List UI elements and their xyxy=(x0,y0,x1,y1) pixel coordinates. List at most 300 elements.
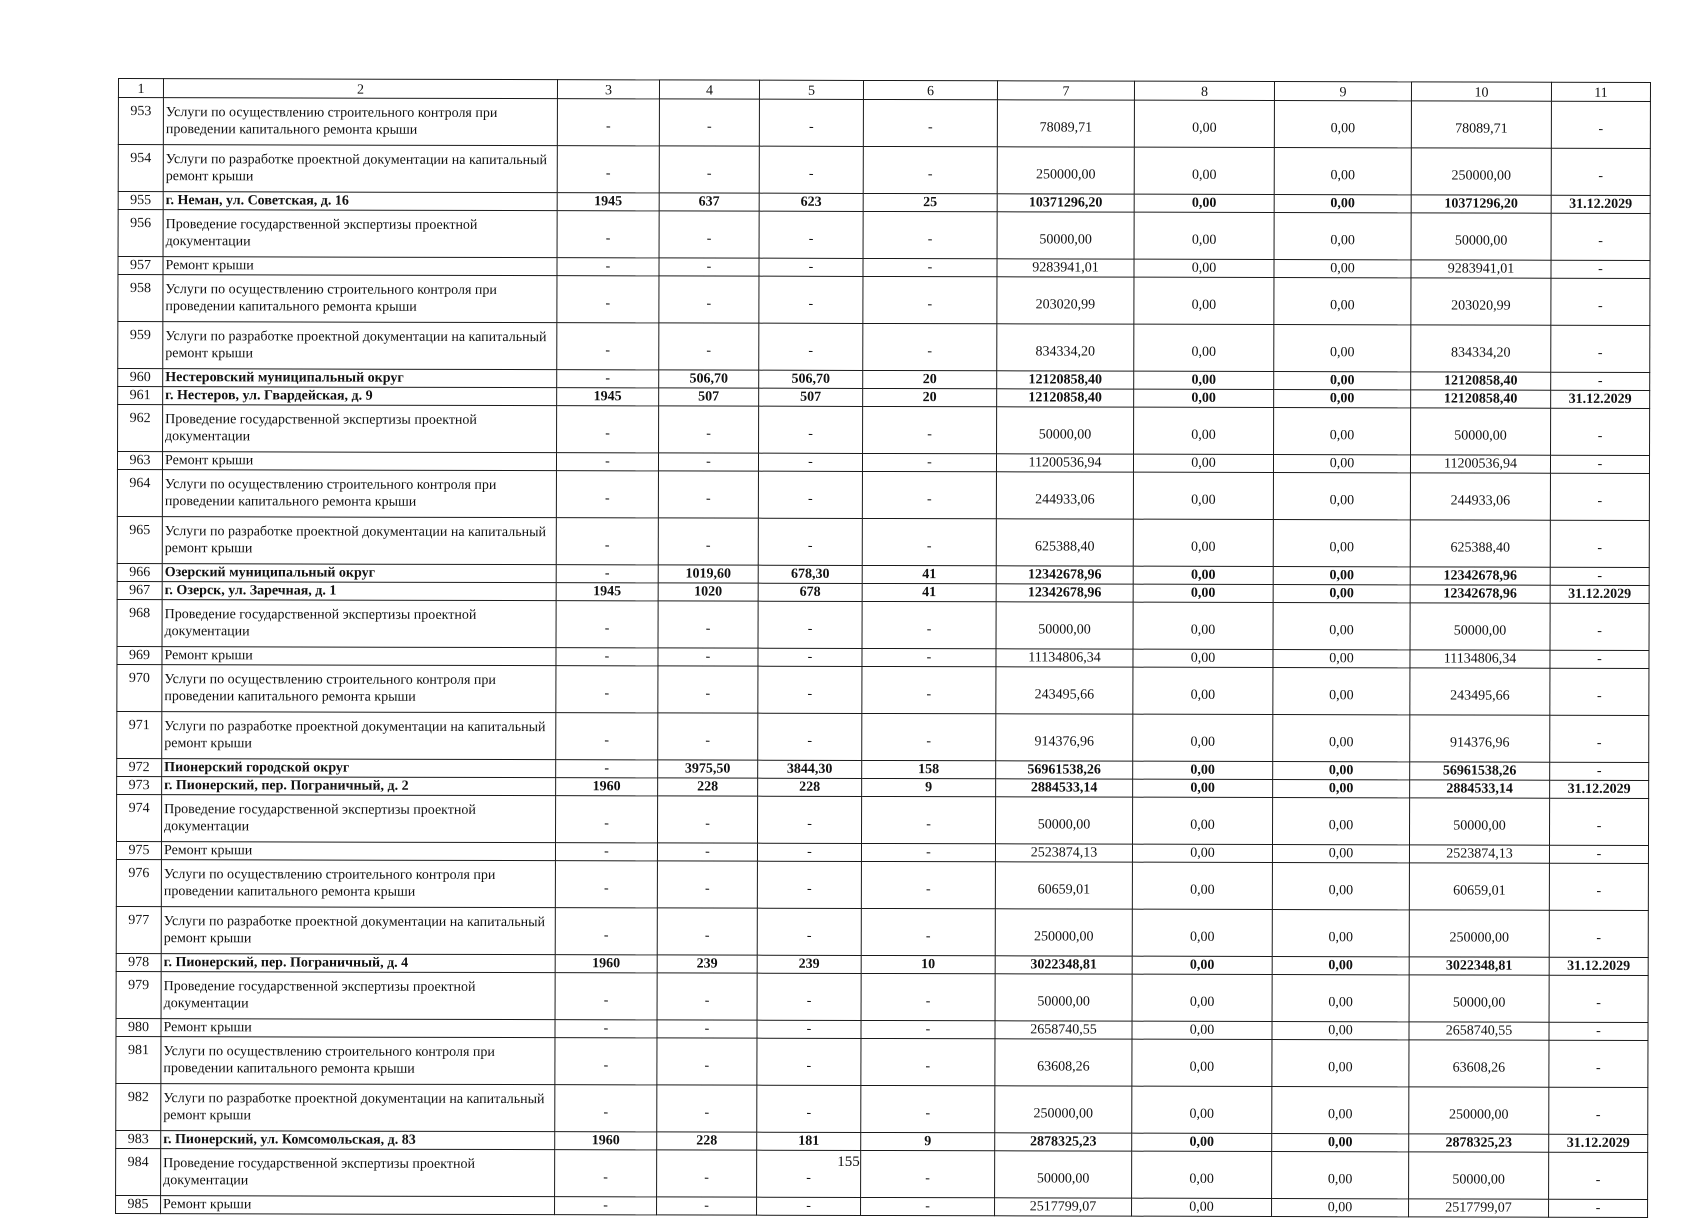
deadline-cell: - xyxy=(1551,213,1650,260)
cost-column-9-cell: 0,00 xyxy=(1272,1134,1409,1152)
cost-total-cell: 2523874,13 xyxy=(995,844,1132,862)
deadline-cell: - xyxy=(1550,715,1649,762)
row-description: Проведение государственной экспертизы проектной документации xyxy=(163,405,557,453)
year-cell: - xyxy=(556,666,658,713)
row-number: 962 xyxy=(118,405,163,452)
cost-column-10-cell: 244933,06 xyxy=(1410,473,1550,520)
cost-total-cell: 50000,00 xyxy=(997,212,1134,259)
row-number: 965 xyxy=(117,516,162,563)
area-living-cell: - xyxy=(758,713,862,760)
area-living-cell: - xyxy=(757,1020,861,1038)
row-description: Услуги по разработке проектной документации на капитальный ремонт крыши xyxy=(163,322,557,370)
cost-total-cell: 50000,00 xyxy=(995,1151,1132,1198)
year-cell: 1960 xyxy=(556,778,658,796)
cost-column-8-cell: 0,00 xyxy=(1133,714,1273,761)
deadline-cell: - xyxy=(1551,260,1650,278)
area-living-cell: - xyxy=(759,406,863,453)
table-row xyxy=(117,794,1649,845)
area-total-cell: - xyxy=(657,973,757,1020)
cost-column-9-cell: 0,00 xyxy=(1272,845,1409,863)
residents-cell: 9 xyxy=(861,1132,995,1150)
area-living-cell: - xyxy=(757,1150,861,1197)
year-cell: - xyxy=(556,565,658,583)
residents-cell: - xyxy=(863,276,997,323)
residents-cell: - xyxy=(862,453,996,471)
cost-column-10-cell: 914376,96 xyxy=(1410,715,1550,762)
row-number: 964 xyxy=(117,469,162,516)
residents-cell: - xyxy=(861,973,995,1020)
year-cell: - xyxy=(555,1197,657,1215)
deadline-cell: - xyxy=(1549,910,1648,957)
cost-column-8-cell: 0,00 xyxy=(1132,844,1272,862)
residents-cell: - xyxy=(862,601,996,648)
row-number: 971 xyxy=(117,711,162,758)
year-cell: - xyxy=(555,843,657,861)
row-number: 957 xyxy=(118,257,163,275)
residents-cell: 9 xyxy=(862,778,996,796)
row-description: Услуги по разработке проектной документации на капитальный ремонт крыши xyxy=(162,517,556,565)
cost-column-8-cell: 0,00 xyxy=(1133,584,1273,602)
cost-column-10-cell: 9283941,01 xyxy=(1411,260,1551,278)
row-description: Ремонт крыши xyxy=(162,452,556,471)
cost-column-10-cell: 11200536,94 xyxy=(1410,455,1550,473)
cost-total-cell: 625388,40 xyxy=(996,519,1133,566)
row-number: 967 xyxy=(117,581,162,599)
cost-total-cell: 9283941,01 xyxy=(997,259,1134,277)
deadline-cell: - xyxy=(1549,1022,1648,1040)
area-total-cell: 506,70 xyxy=(659,370,759,388)
deadline-cell: - xyxy=(1549,1087,1648,1134)
cost-total-cell: 250000,00 xyxy=(997,147,1134,194)
deadline-cell: - xyxy=(1550,603,1649,650)
area-total-cell: - xyxy=(659,99,759,146)
area-total-cell: - xyxy=(657,1150,757,1197)
cost-column-10-cell: 10371296,20 xyxy=(1411,195,1551,213)
area-total-cell: - xyxy=(658,648,758,666)
row-number: 961 xyxy=(118,387,163,405)
deadline-cell: - xyxy=(1549,1040,1648,1087)
year-cell: - xyxy=(555,973,657,1020)
row-number: 980 xyxy=(116,1018,161,1036)
residents-cell: 41 xyxy=(862,583,996,601)
row-number: 984 xyxy=(116,1148,161,1195)
area-living-cell: - xyxy=(757,843,861,861)
deadline-cell: 31.12.2029 xyxy=(1549,957,1648,975)
cost-column-10-cell: 11134806,34 xyxy=(1410,650,1550,668)
row-description: Проведение государственной экспертизы проектной документации xyxy=(162,795,556,843)
cost-total-cell: 78089,71 xyxy=(997,100,1134,147)
area-living-cell: - xyxy=(759,99,863,146)
area-living-cell: - xyxy=(758,648,862,666)
cost-column-9-cell: 0,00 xyxy=(1273,668,1410,715)
cost-column-8-cell: 0,00 xyxy=(1134,277,1274,324)
column-number-header: 2 xyxy=(163,79,557,99)
area-living-cell: 3844,30 xyxy=(758,760,862,778)
row-description: Ремонт крыши xyxy=(161,842,555,861)
cost-total-cell: 203020,99 xyxy=(997,277,1134,324)
area-total-cell: - xyxy=(659,258,759,276)
row-number: 974 xyxy=(117,794,162,841)
table-row xyxy=(116,971,1648,1022)
row-description: Услуги по осуществлению строительного контроля при проведении капитального ремонта крыши xyxy=(162,665,556,713)
cost-column-9-cell: 0,00 xyxy=(1274,148,1411,195)
residents-cell: - xyxy=(861,861,995,908)
cost-column-8-cell: 0,00 xyxy=(1133,761,1273,779)
column-number-header: 1 xyxy=(118,79,163,98)
year-cell: - xyxy=(555,861,657,908)
cost-total-cell: 63608,26 xyxy=(995,1039,1132,1086)
year-cell: 1945 xyxy=(556,583,658,601)
cost-column-8-cell: 0,00 xyxy=(1133,667,1273,714)
deadline-cell: - xyxy=(1551,372,1650,390)
cost-total-cell: 914376,96 xyxy=(996,714,1133,761)
cost-total-cell: 12342678,96 xyxy=(996,584,1133,602)
residents-cell: - xyxy=(862,471,996,518)
year-cell: - xyxy=(555,796,657,843)
area-total-cell: 507 xyxy=(659,388,759,406)
cost-column-8-cell: 0,00 xyxy=(1132,956,1272,974)
area-total-cell: 637 xyxy=(659,193,759,211)
row-description: Услуги по осуществлению строительного контроля при проведении капитального ремонта крыши xyxy=(162,470,556,518)
area-total-cell: - xyxy=(658,453,758,471)
row-description: Услуги по осуществлению строительного контроля при проведении капитального ремонта крыши xyxy=(163,98,557,146)
cost-column-8-cell: 0,00 xyxy=(1132,1133,1272,1151)
cost-total-cell: 3022348,81 xyxy=(995,956,1132,974)
table-row xyxy=(117,664,1649,715)
row-description: Услуги по разработке проектной документации на капитальный ремонт крыши xyxy=(162,712,556,760)
year-cell: - xyxy=(556,601,658,648)
cost-column-8-cell: 0,00 xyxy=(1134,407,1274,454)
area-total-cell: 239 xyxy=(657,955,757,973)
table-row xyxy=(118,322,1650,373)
cost-column-8-cell: 0,00 xyxy=(1133,602,1273,649)
column-number-header: 7 xyxy=(997,81,1134,100)
deadline-cell: 31.12.2029 xyxy=(1550,585,1649,603)
area-total-cell: - xyxy=(659,323,759,370)
area-total-cell: - xyxy=(658,601,758,648)
column-number-header: 10 xyxy=(1411,82,1551,101)
residents-cell: - xyxy=(863,99,997,146)
deadline-cell: - xyxy=(1550,668,1649,715)
cost-column-8-cell: 0,00 xyxy=(1133,566,1273,584)
row-number: 970 xyxy=(117,664,162,711)
area-living-cell: - xyxy=(759,146,863,193)
cost-column-8-cell: 0,00 xyxy=(1133,779,1273,797)
row-description: г. Пионерский, пер. Пограничный, д. 2 xyxy=(162,777,556,796)
cost-column-9-cell: 0,00 xyxy=(1274,325,1411,372)
row-description: Услуги по осуществлению строительного контроля при проведении капитального ремонта крыши xyxy=(161,1037,555,1085)
cost-column-10-cell: 50000,00 xyxy=(1409,975,1549,1022)
cost-total-cell: 244933,06 xyxy=(996,472,1133,519)
area-living-cell: 507 xyxy=(759,388,863,406)
cost-column-10-cell: 834334,20 xyxy=(1411,325,1551,372)
cost-total-cell: 2517799,07 xyxy=(995,1198,1132,1216)
cost-total-cell: 834334,20 xyxy=(997,324,1134,371)
row-number: 985 xyxy=(116,1195,161,1213)
row-number: 977 xyxy=(116,906,161,953)
row-number: 981 xyxy=(116,1036,161,1083)
residents-cell: - xyxy=(861,1197,995,1215)
deadline-cell: 31.12.2029 xyxy=(1551,195,1650,213)
table-row xyxy=(117,516,1649,567)
deadline-cell: - xyxy=(1551,148,1650,195)
cost-column-10-cell: 12120858,40 xyxy=(1411,372,1551,390)
row-number: 972 xyxy=(117,758,162,776)
row-number: 954 xyxy=(118,145,163,192)
table-row xyxy=(116,1195,1648,1217)
deadline-cell: - xyxy=(1549,863,1648,910)
area-living-cell: - xyxy=(758,471,862,518)
area-living-cell: - xyxy=(758,453,862,471)
cost-column-8-cell: 0,00 xyxy=(1134,212,1274,259)
row-number: 958 xyxy=(118,275,163,322)
cost-total-cell: 12120858,40 xyxy=(997,371,1134,389)
year-cell: - xyxy=(556,453,658,471)
row-description: Ремонт крыши xyxy=(162,647,556,666)
residents-cell: - xyxy=(863,211,997,258)
cost-column-10-cell: 2658740,55 xyxy=(1409,1022,1549,1040)
year-cell: 1960 xyxy=(555,955,657,973)
row-number: 963 xyxy=(117,452,162,470)
table-row xyxy=(116,859,1648,910)
cost-column-10-cell: 3022348,81 xyxy=(1409,957,1549,975)
area-living-cell: - xyxy=(759,323,863,370)
residents-cell: 10 xyxy=(861,955,995,973)
cost-column-9-cell: 0,00 xyxy=(1273,567,1410,585)
row-description: Услуги по разработке проектной документации на капитальный ремонт крыши xyxy=(161,907,555,955)
deadline-cell: - xyxy=(1550,473,1649,520)
deadline-cell: - xyxy=(1549,1199,1648,1217)
row-number: 973 xyxy=(117,776,162,794)
residents-cell: - xyxy=(861,796,995,843)
cost-column-10-cell: 12342678,96 xyxy=(1410,567,1550,585)
residents-cell: - xyxy=(861,908,995,955)
area-living-cell: - xyxy=(758,518,862,565)
cost-column-8-cell: 0,00 xyxy=(1132,974,1272,1021)
cost-column-10-cell: 250000,00 xyxy=(1409,1087,1549,1134)
cost-total-cell: 2878325,23 xyxy=(995,1133,1132,1151)
area-living-cell: - xyxy=(759,211,863,258)
cost-total-cell: 10371296,20 xyxy=(997,194,1134,212)
cost-column-10-cell: 250000,00 xyxy=(1409,910,1549,957)
cost-column-10-cell: 250000,00 xyxy=(1411,148,1551,195)
residents-cell: 158 xyxy=(862,760,996,778)
cost-total-cell: 50000,00 xyxy=(995,974,1132,1021)
area-living-cell: - xyxy=(758,601,862,648)
area-living-cell: - xyxy=(757,861,861,908)
area-total-cell: - xyxy=(659,406,759,453)
area-total-cell: - xyxy=(658,518,758,565)
column-number-header: 8 xyxy=(1134,81,1274,100)
year-cell: - xyxy=(557,323,659,370)
row-number: 966 xyxy=(117,563,162,581)
year-cell: - xyxy=(556,648,658,666)
cost-column-9-cell: 0,00 xyxy=(1273,780,1410,798)
column-number-header: 4 xyxy=(659,80,759,99)
cost-column-10-cell: 203020,99 xyxy=(1411,278,1551,325)
deadline-cell: - xyxy=(1551,101,1650,148)
cost-column-8-cell: 0,00 xyxy=(1134,147,1274,194)
year-cell: - xyxy=(556,518,658,565)
row-description: г. Нестеров, ул. Гвардейская, д. 9 xyxy=(163,387,557,406)
area-living-cell: 181 xyxy=(757,1132,861,1150)
deadline-cell: - xyxy=(1550,455,1649,473)
area-total-cell: 1019,60 xyxy=(658,565,758,583)
row-number: 959 xyxy=(118,322,163,369)
area-living-cell: 506,70 xyxy=(759,370,863,388)
cost-column-9-cell: 0,00 xyxy=(1274,260,1411,278)
area-living-cell: - xyxy=(758,666,862,713)
year-cell: - xyxy=(557,370,659,388)
deadline-cell: 31.12.2029 xyxy=(1551,390,1650,408)
year-cell: 1945 xyxy=(557,193,659,211)
cost-column-8-cell: 0,00 xyxy=(1132,797,1272,844)
area-total-cell: 1020 xyxy=(658,583,758,601)
area-total-cell: - xyxy=(657,861,757,908)
row-number: 968 xyxy=(117,599,162,646)
year-cell: - xyxy=(557,276,659,323)
column-number-header: 6 xyxy=(863,80,997,99)
cost-column-8-cell: 0,00 xyxy=(1134,389,1274,407)
cost-column-9-cell: 0,00 xyxy=(1273,762,1410,780)
cost-total-cell: 50000,00 xyxy=(995,797,1132,844)
residents-cell: - xyxy=(863,323,997,370)
table-row xyxy=(116,1083,1648,1134)
cost-column-9-cell: 0,00 xyxy=(1273,455,1410,473)
cost-column-9-cell: 0,00 xyxy=(1273,473,1410,520)
row-description: Проведение государственной экспертизы проектной документации xyxy=(163,210,557,258)
residents-cell: 25 xyxy=(863,193,997,211)
row-number: 960 xyxy=(118,369,163,387)
residents-cell: - xyxy=(861,1085,995,1132)
area-total-cell: - xyxy=(657,796,757,843)
row-number: 955 xyxy=(118,192,163,210)
table-row xyxy=(118,275,1650,326)
cost-total-cell: 250000,00 xyxy=(995,1086,1132,1133)
cost-column-9-cell: 0,00 xyxy=(1272,1087,1409,1134)
cost-total-cell: 11134806,34 xyxy=(996,649,1133,667)
cost-column-9-cell: 0,00 xyxy=(1273,715,1410,762)
area-living-cell: 623 xyxy=(759,193,863,211)
cost-total-cell: 50000,00 xyxy=(997,407,1134,454)
residents-cell: 41 xyxy=(862,565,996,583)
cost-column-9-cell: 0,00 xyxy=(1272,1152,1409,1199)
cost-column-8-cell: 0,00 xyxy=(1132,1198,1272,1216)
deadline-cell: - xyxy=(1549,798,1648,845)
cost-column-8-cell: 0,00 xyxy=(1133,649,1273,667)
table-row xyxy=(117,599,1649,650)
year-cell: - xyxy=(557,146,659,193)
cost-column-8-cell: 0,00 xyxy=(1132,909,1272,956)
table-row xyxy=(117,711,1649,762)
cost-column-10-cell: 12120858,40 xyxy=(1411,390,1551,408)
year-cell: - xyxy=(555,1038,657,1085)
deadline-cell: - xyxy=(1551,325,1650,372)
deadline-cell: - xyxy=(1549,845,1648,863)
row-number: 953 xyxy=(118,98,163,145)
residents-cell: - xyxy=(861,1150,995,1197)
area-total-cell: - xyxy=(657,1085,757,1132)
residents-cell: 20 xyxy=(863,388,997,406)
cost-column-10-cell: 50000,00 xyxy=(1409,798,1549,845)
row-description: г. Пионерский, ул. Комсомольская, д. 83 xyxy=(161,1131,555,1150)
table-row xyxy=(116,906,1648,957)
cost-column-9-cell: 0,00 xyxy=(1274,195,1411,213)
cost-column-10-cell: 50000,00 xyxy=(1409,1152,1549,1199)
cost-column-8-cell: 0,00 xyxy=(1134,100,1274,147)
deadline-cell: - xyxy=(1550,650,1649,668)
year-cell: - xyxy=(555,1020,657,1038)
row-description: Услуги по разработке проектной документации на капитальный ремонт крыши xyxy=(163,145,557,193)
area-living-cell: - xyxy=(757,1038,861,1085)
column-number-header: 11 xyxy=(1551,82,1650,101)
column-number-header: 5 xyxy=(759,80,863,99)
cost-column-9-cell: 0,00 xyxy=(1272,1199,1409,1217)
deadline-cell: 31.12.2029 xyxy=(1550,780,1649,798)
deadline-cell: 31.12.2029 xyxy=(1549,1134,1648,1152)
year-cell: - xyxy=(556,713,658,760)
cost-column-9-cell: 0,00 xyxy=(1273,585,1410,603)
year-cell: - xyxy=(556,760,658,778)
cost-total-cell: 56961538,26 xyxy=(996,761,1133,779)
deadline-cell: - xyxy=(1551,408,1650,455)
residents-cell: - xyxy=(863,258,997,276)
area-living-cell: 239 xyxy=(757,955,861,973)
cost-column-8-cell: 0,00 xyxy=(1132,1039,1272,1086)
table-row xyxy=(117,469,1649,520)
cost-column-8-cell: 0,00 xyxy=(1134,371,1274,389)
year-cell: - xyxy=(555,1085,657,1132)
cost-total-cell: 12342678,96 xyxy=(996,566,1133,584)
year-cell: - xyxy=(556,471,658,518)
deadline-cell: - xyxy=(1549,1152,1648,1199)
year-cell: 1945 xyxy=(557,388,659,406)
area-living-cell: 678 xyxy=(758,583,862,601)
row-number: 979 xyxy=(116,971,161,1018)
cost-column-8-cell: 0,00 xyxy=(1133,472,1273,519)
row-description: Пионерский городской округ xyxy=(162,759,556,778)
row-description: г. Неман, ул. Советская, д. 16 xyxy=(163,192,557,211)
residents-cell: - xyxy=(862,713,996,760)
cost-column-8-cell: 0,00 xyxy=(1132,1086,1272,1133)
residents-cell: 20 xyxy=(863,370,997,388)
cost-column-10-cell: 60659,01 xyxy=(1409,863,1549,910)
cost-column-9-cell: 0,00 xyxy=(1274,372,1411,390)
cost-total-cell: 12120858,40 xyxy=(997,389,1134,407)
cost-column-10-cell: 2878325,23 xyxy=(1409,1134,1549,1152)
area-living-cell: - xyxy=(757,908,861,955)
row-description: Ремонт крыши xyxy=(161,1019,555,1038)
cost-column-8-cell: 0,00 xyxy=(1132,1021,1272,1039)
column-number-header: 3 xyxy=(557,80,659,99)
row-number: 978 xyxy=(116,953,161,971)
cost-column-9-cell: 0,00 xyxy=(1273,603,1410,650)
area-total-cell: 228 xyxy=(658,778,758,796)
residents-cell: - xyxy=(862,648,996,666)
row-number: 975 xyxy=(116,841,161,859)
area-total-cell: - xyxy=(659,276,759,323)
table-row xyxy=(118,98,1650,149)
cost-column-8-cell: 0,00 xyxy=(1133,519,1273,566)
row-description: Услуги по осуществлению строительного контроля при проведении капитального ремонта крыши xyxy=(163,275,557,323)
cost-total-cell: 50000,00 xyxy=(996,602,1133,649)
year-cell: - xyxy=(555,908,657,955)
table-row xyxy=(118,145,1650,196)
residents-cell: - xyxy=(863,146,997,193)
deadline-cell: - xyxy=(1550,567,1649,585)
area-total-cell: - xyxy=(657,1038,757,1085)
cost-column-8-cell: 0,00 xyxy=(1134,259,1274,277)
